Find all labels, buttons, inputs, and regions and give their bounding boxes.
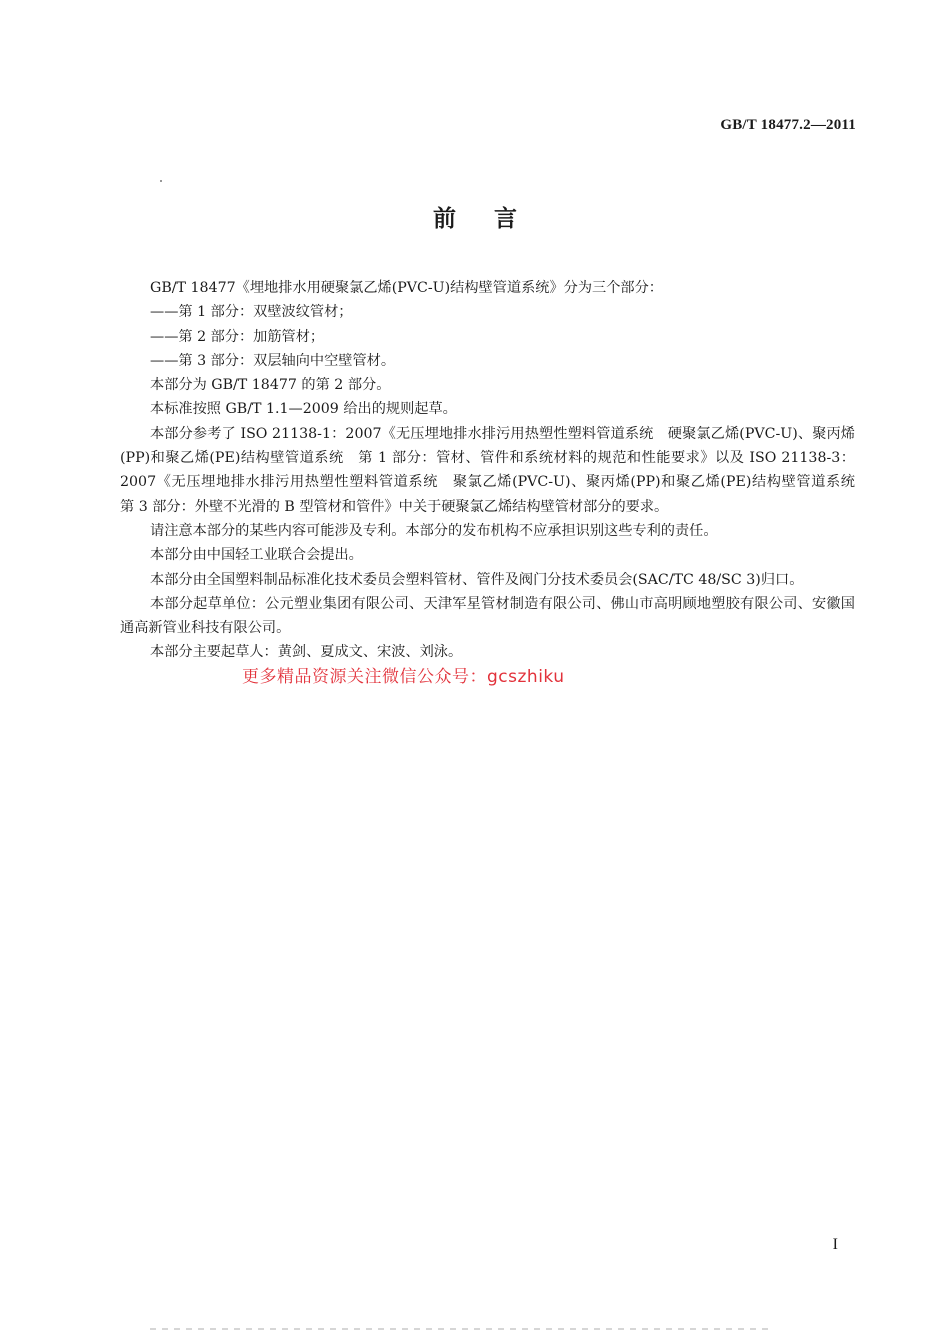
list-item-part-3: ——第 3 部分：双层轴向中空壁管材。: [150, 352, 396, 369]
paragraph-drafting-rules: 本标准按照 GB/T 1.1—2009 给出的规则起草。: [150, 401, 457, 418]
paragraph-patent-notice: 请注意本部分的某些内容可能涉及专利。本部分的发布机构不应承担识别这些专利的责任。: [150, 522, 718, 539]
scan-speck: [160, 180, 162, 182]
paragraph-references: 本部分参考了 ISO 21138-1：2007《无压埋地排水排污用热塑性塑料管道系统 硬聚氯乙烯(PVC-U)、聚丙烯(PP)和聚乙烯(PE)结构壁管道系统 第 1 部分：管材、管件和系统材料的规范和性能要求》以及 ISO 21138-3：2007《无压埋地排水排污用热塑性塑料管道系统 聚氯乙烯(PVC-U)、聚丙烯(PP)和聚乙烯(PE)结构壁管道系统 第 3 部分：外壁不光滑的 B 型管材和管件》中关于硬聚氯乙烯结构壁管材部分的要求。: [120, 425, 870, 515]
paragraph-drafting-units: 本部分起草单位：公元塑业集团有限公司、天津军星管材制造有限公司、佛山市高明顾地塑胶有限公司、安徽国通高新管业科技有限公司。: [120, 595, 855, 637]
paragraph-proposed-by: 本部分由中国轻工业联合会提出。: [150, 547, 363, 564]
paragraph-intro: GB/T 18477《埋地排水用硬聚氯乙烯(PVC-U)结构壁管道系统》分为三个部分：: [150, 280, 663, 296]
paragraph-part-statement: 本部分为 GB/T 18477 的第 2 部分。: [150, 377, 391, 394]
foreword-body: [120, 276, 870, 665]
page-title: 前言: [433, 206, 555, 232]
scan-edge-artifact: [150, 1328, 770, 1330]
paragraph-managed-by: 本部分由全国塑料制品标准化技术委员会塑料管材、管件及阀门分技术委员会(SAC/TC 48/SC 3)归口。: [150, 571, 804, 588]
paragraph-drafters: 本部分主要起草人：黄剑、夏成文、宋波、刘泳。: [150, 644, 463, 661]
list-item-part-2: ——第 2 部分：加筋管材；: [150, 328, 325, 345]
list-item-part-1: ——第 1 部分：双壁波纹管材；: [150, 304, 353, 321]
page-number: I: [832, 1236, 838, 1253]
standard-number: GB/T 18477.2—2011: [720, 117, 856, 133]
watermark-overlay: 更多精品资源关注微信公众号：gcszhiku: [242, 667, 565, 687]
